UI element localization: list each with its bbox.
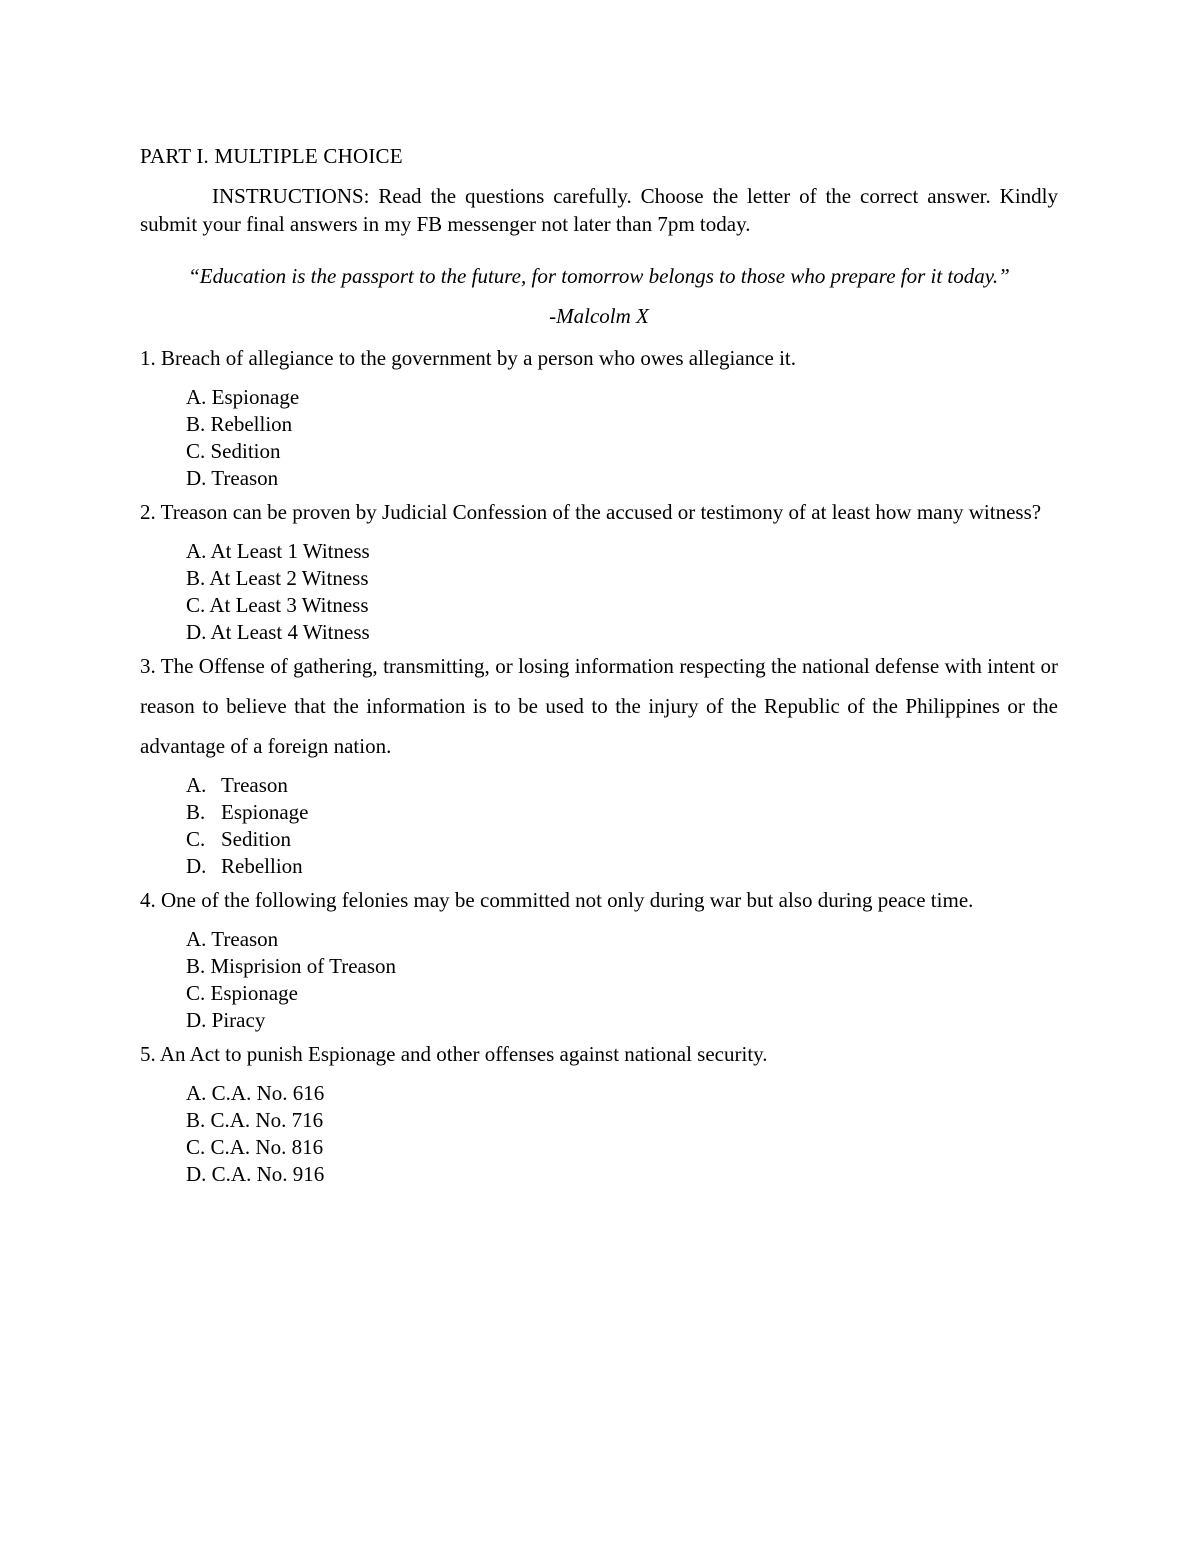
option-3a (186, 772, 1058, 799)
option-2b: B. At Least 2 Witness (186, 566, 369, 590)
question-3-options (140, 772, 1058, 880)
option-5a: A. C.A. No. 616 (186, 1081, 325, 1105)
part-heading: PART I. MULTIPLE CHOICE (140, 144, 403, 168)
option-4b: B. Misprision of Treason (186, 954, 397, 978)
question-2: 2. Treason can be proven by Judicial Confession of the accused or testimony of at least how many witness? (140, 500, 1042, 524)
quote-text: “Education is the passport to the future, for tomorrow belongs to those who prepare for it today.” (188, 264, 1010, 288)
option-3d (186, 853, 1058, 880)
option-5b: B. C.A. No. 716 (186, 1108, 324, 1132)
question-5-options (140, 1080, 1058, 1188)
option-1b: B. Rebellion (186, 412, 293, 436)
option-label: Sedition (221, 827, 292, 851)
option-1c: C. Sedition (186, 439, 281, 463)
option-letter: D. (186, 854, 207, 878)
question-2-options (140, 538, 1058, 646)
option-label: Rebellion (221, 854, 303, 878)
option-5d: D. C.A. No. 916 (186, 1162, 325, 1186)
option-letter: C. (186, 827, 206, 851)
option-letter: A. (186, 773, 207, 797)
option-1d: D. Treason (186, 466, 279, 490)
quote-author: -Malcolm X (549, 304, 649, 328)
option-2d: D. At Least 4 Witness (186, 620, 370, 644)
option-3c (186, 826, 1058, 853)
option-3b (186, 799, 1058, 826)
question-4-options (140, 926, 1058, 1034)
question-1: 1. Breach of allegiance to the government by a person who owes allegiance it. (140, 346, 797, 370)
option-1a: A. Espionage (186, 385, 300, 409)
option-label: Treason (221, 773, 288, 797)
option-letter: B. (186, 800, 206, 824)
question-1-options (140, 384, 1058, 492)
instructions-paragraph: INSTRUCTIONS: Read the questions carefully. Choose the letter of the correct answer. Kindly submit your final answers in my FB messenger not later than 7pm today. (140, 184, 1058, 236)
option-2c: C. At Least 3 Witness (186, 593, 369, 617)
option-2a: A. At Least 1 Witness (186, 539, 370, 563)
question-3: 3. The Offense of gathering, transmitting, or losing information respecting the national defense with intent or reason to believe that the information is to be used to the injury of the Republic of the Philippines or the advantage of a foreign nation. (140, 654, 1058, 758)
option-5c: C. C.A. No. 816 (186, 1135, 324, 1159)
document-body (140, 140, 1058, 1188)
question-5: 5. An Act to punish Espionage and other offenses against national security. (140, 1042, 768, 1066)
option-label: Espionage (221, 800, 309, 824)
option-4a: A. Treason (186, 927, 279, 951)
question-4: 4. One of the following felonies may be committed not only during war but also during peace time. (140, 888, 974, 912)
option-4c: C. Espionage (186, 981, 298, 1005)
option-4d: D. Piracy (186, 1008, 266, 1032)
